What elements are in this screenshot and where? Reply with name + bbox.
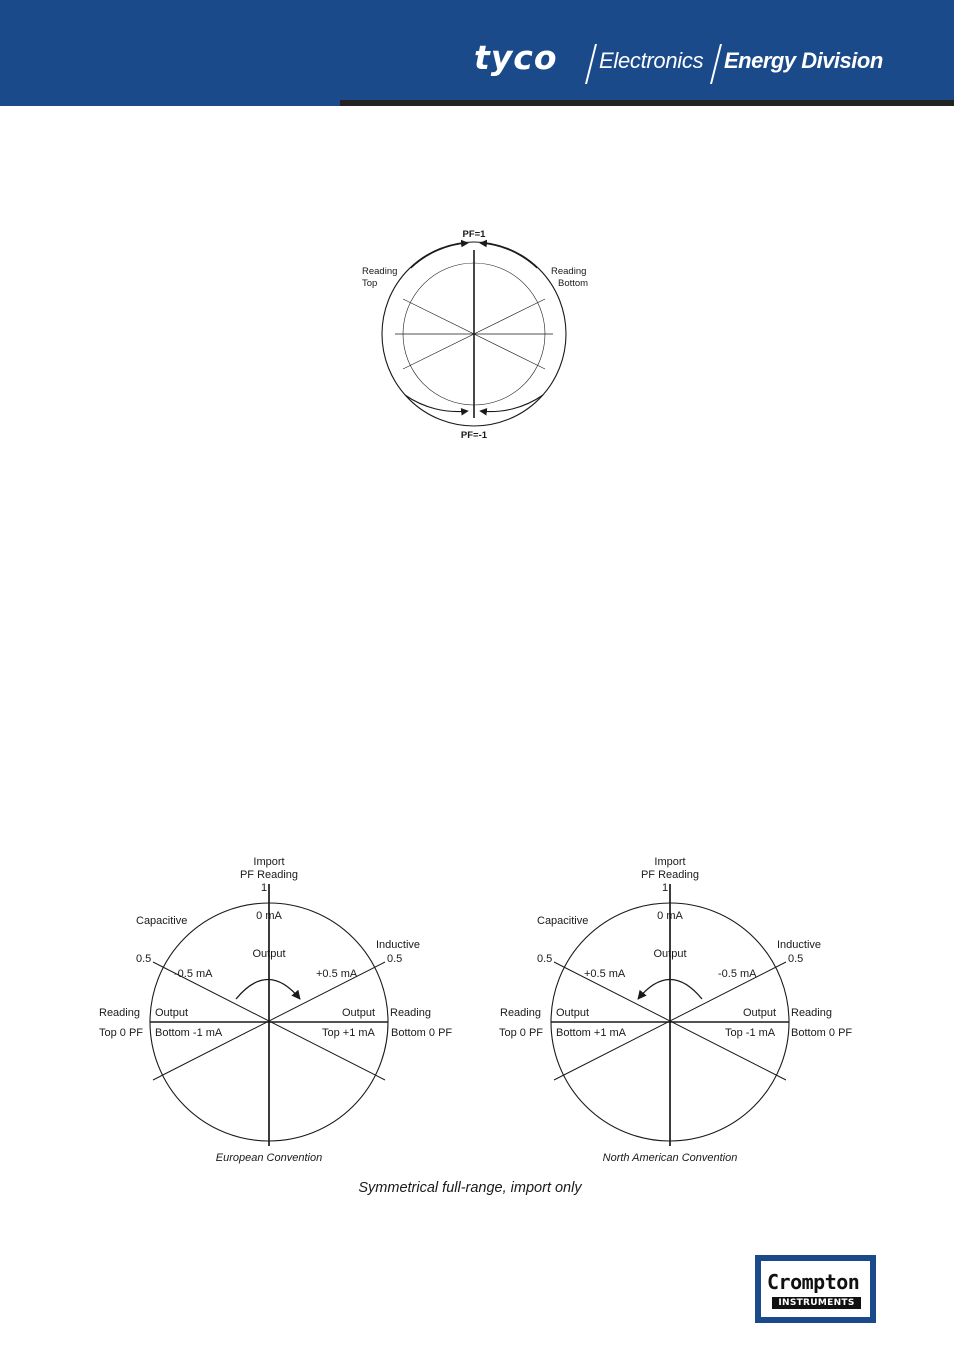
crompton-logo-sub: INSTRUMENTS [772, 1297, 861, 1309]
na-zero-ma-label: 0 mA [657, 910, 683, 922]
brand-tyco-logo: tyco [474, 38, 558, 77]
pf-reading-diagram [382, 242, 566, 426]
na-pf-right-label: 0.5 [788, 953, 804, 965]
na-caption: North American Convention [602, 1152, 738, 1164]
na-reading-left-label: Reading [500, 1007, 541, 1019]
crompton-logo [755, 1255, 876, 1323]
na-top-ma-label: Top -1 mA [725, 1027, 776, 1039]
eu-capacitive-label: Capacitive [136, 915, 188, 927]
eu-inductive-label: Inductive [376, 939, 421, 951]
eu-ma-right-label: +0.5 mA [316, 968, 358, 980]
eu-output-label: Output [252, 948, 286, 960]
eu-reading-left-label: Reading [99, 1007, 140, 1019]
eu-ma-left-label: -0.5 mA [174, 968, 213, 980]
eu-bottom-ma-label: Bottom -1 mA [155, 1027, 223, 1039]
eu-top-ma-label: Top +1 mA [322, 1027, 375, 1039]
eu-import-label: Import [253, 856, 285, 868]
na-ma-left-label: +0.5 mA [584, 968, 626, 980]
na-bottom-pf-label: Bottom 0 PF [791, 1027, 853, 1039]
eu-pf-one-label: 1 [260, 882, 268, 894]
eu-pf-reading-label: PF Reading [239, 869, 299, 881]
na-reading-right-label: Reading [791, 1007, 832, 1019]
na-output-label: Output [653, 948, 687, 960]
figure-caption: Symmetrical full-range, import only [358, 1180, 582, 1196]
crompton-logo-name: Crompton [767, 1270, 860, 1294]
pf-reading-top-label: Top [362, 278, 378, 289]
na-pf-reading-label: PF Reading [640, 869, 700, 881]
na-capacitive-label: Capacitive [537, 915, 589, 927]
na-inductive-label: Inductive [777, 939, 822, 951]
eu-output-right-label: Output [342, 1007, 376, 1019]
pf-reading-bottom-label: Bottom [558, 278, 589, 289]
na-top-pf-label: Top 0 PF [499, 1027, 544, 1039]
eu-bottom-pf-label: Bottom 0 PF [391, 1027, 453, 1039]
eu-rotation-arrow [236, 980, 300, 1000]
eu-top-pf-label: Top 0 PF [99, 1027, 144, 1039]
na-import-label: Import [654, 856, 686, 868]
crompton-logo-panel [761, 1261, 870, 1317]
european-convention-diagram [99, 856, 452, 1164]
pf-reading-top-label: Reading [362, 266, 398, 277]
pf-reading-bottom-label: Reading [551, 266, 587, 277]
na-bottom-ma-label: Bottom +1 mA [556, 1027, 627, 1039]
eu-output-left-label: Output [155, 1007, 189, 1019]
eu-reading-right-label: Reading [390, 1007, 431, 1019]
na-output-left-label: Output [556, 1007, 590, 1019]
na-output-right-label: Output [743, 1007, 777, 1019]
eu-caption: European Convention [215, 1152, 323, 1164]
na-ma-right-label: -0.5 mA [718, 968, 757, 980]
eu-pf-left-label: 0.5 [136, 953, 152, 965]
pf-top-label: PF=1 [462, 229, 486, 240]
na-pf-left-label: 0.5 [537, 953, 553, 965]
eu-zero-ma-label: 0 mA [256, 910, 282, 922]
north-american-convention-diagram [499, 856, 852, 1164]
brand-division: Energy Division [724, 48, 883, 73]
eu-pf-right-label: 0.5 [387, 953, 403, 965]
brand-electronics: Electronics [599, 48, 704, 73]
na-pf-one-label: 1 [661, 882, 669, 894]
pf-bottom-label: PF=-1 [460, 430, 488, 441]
